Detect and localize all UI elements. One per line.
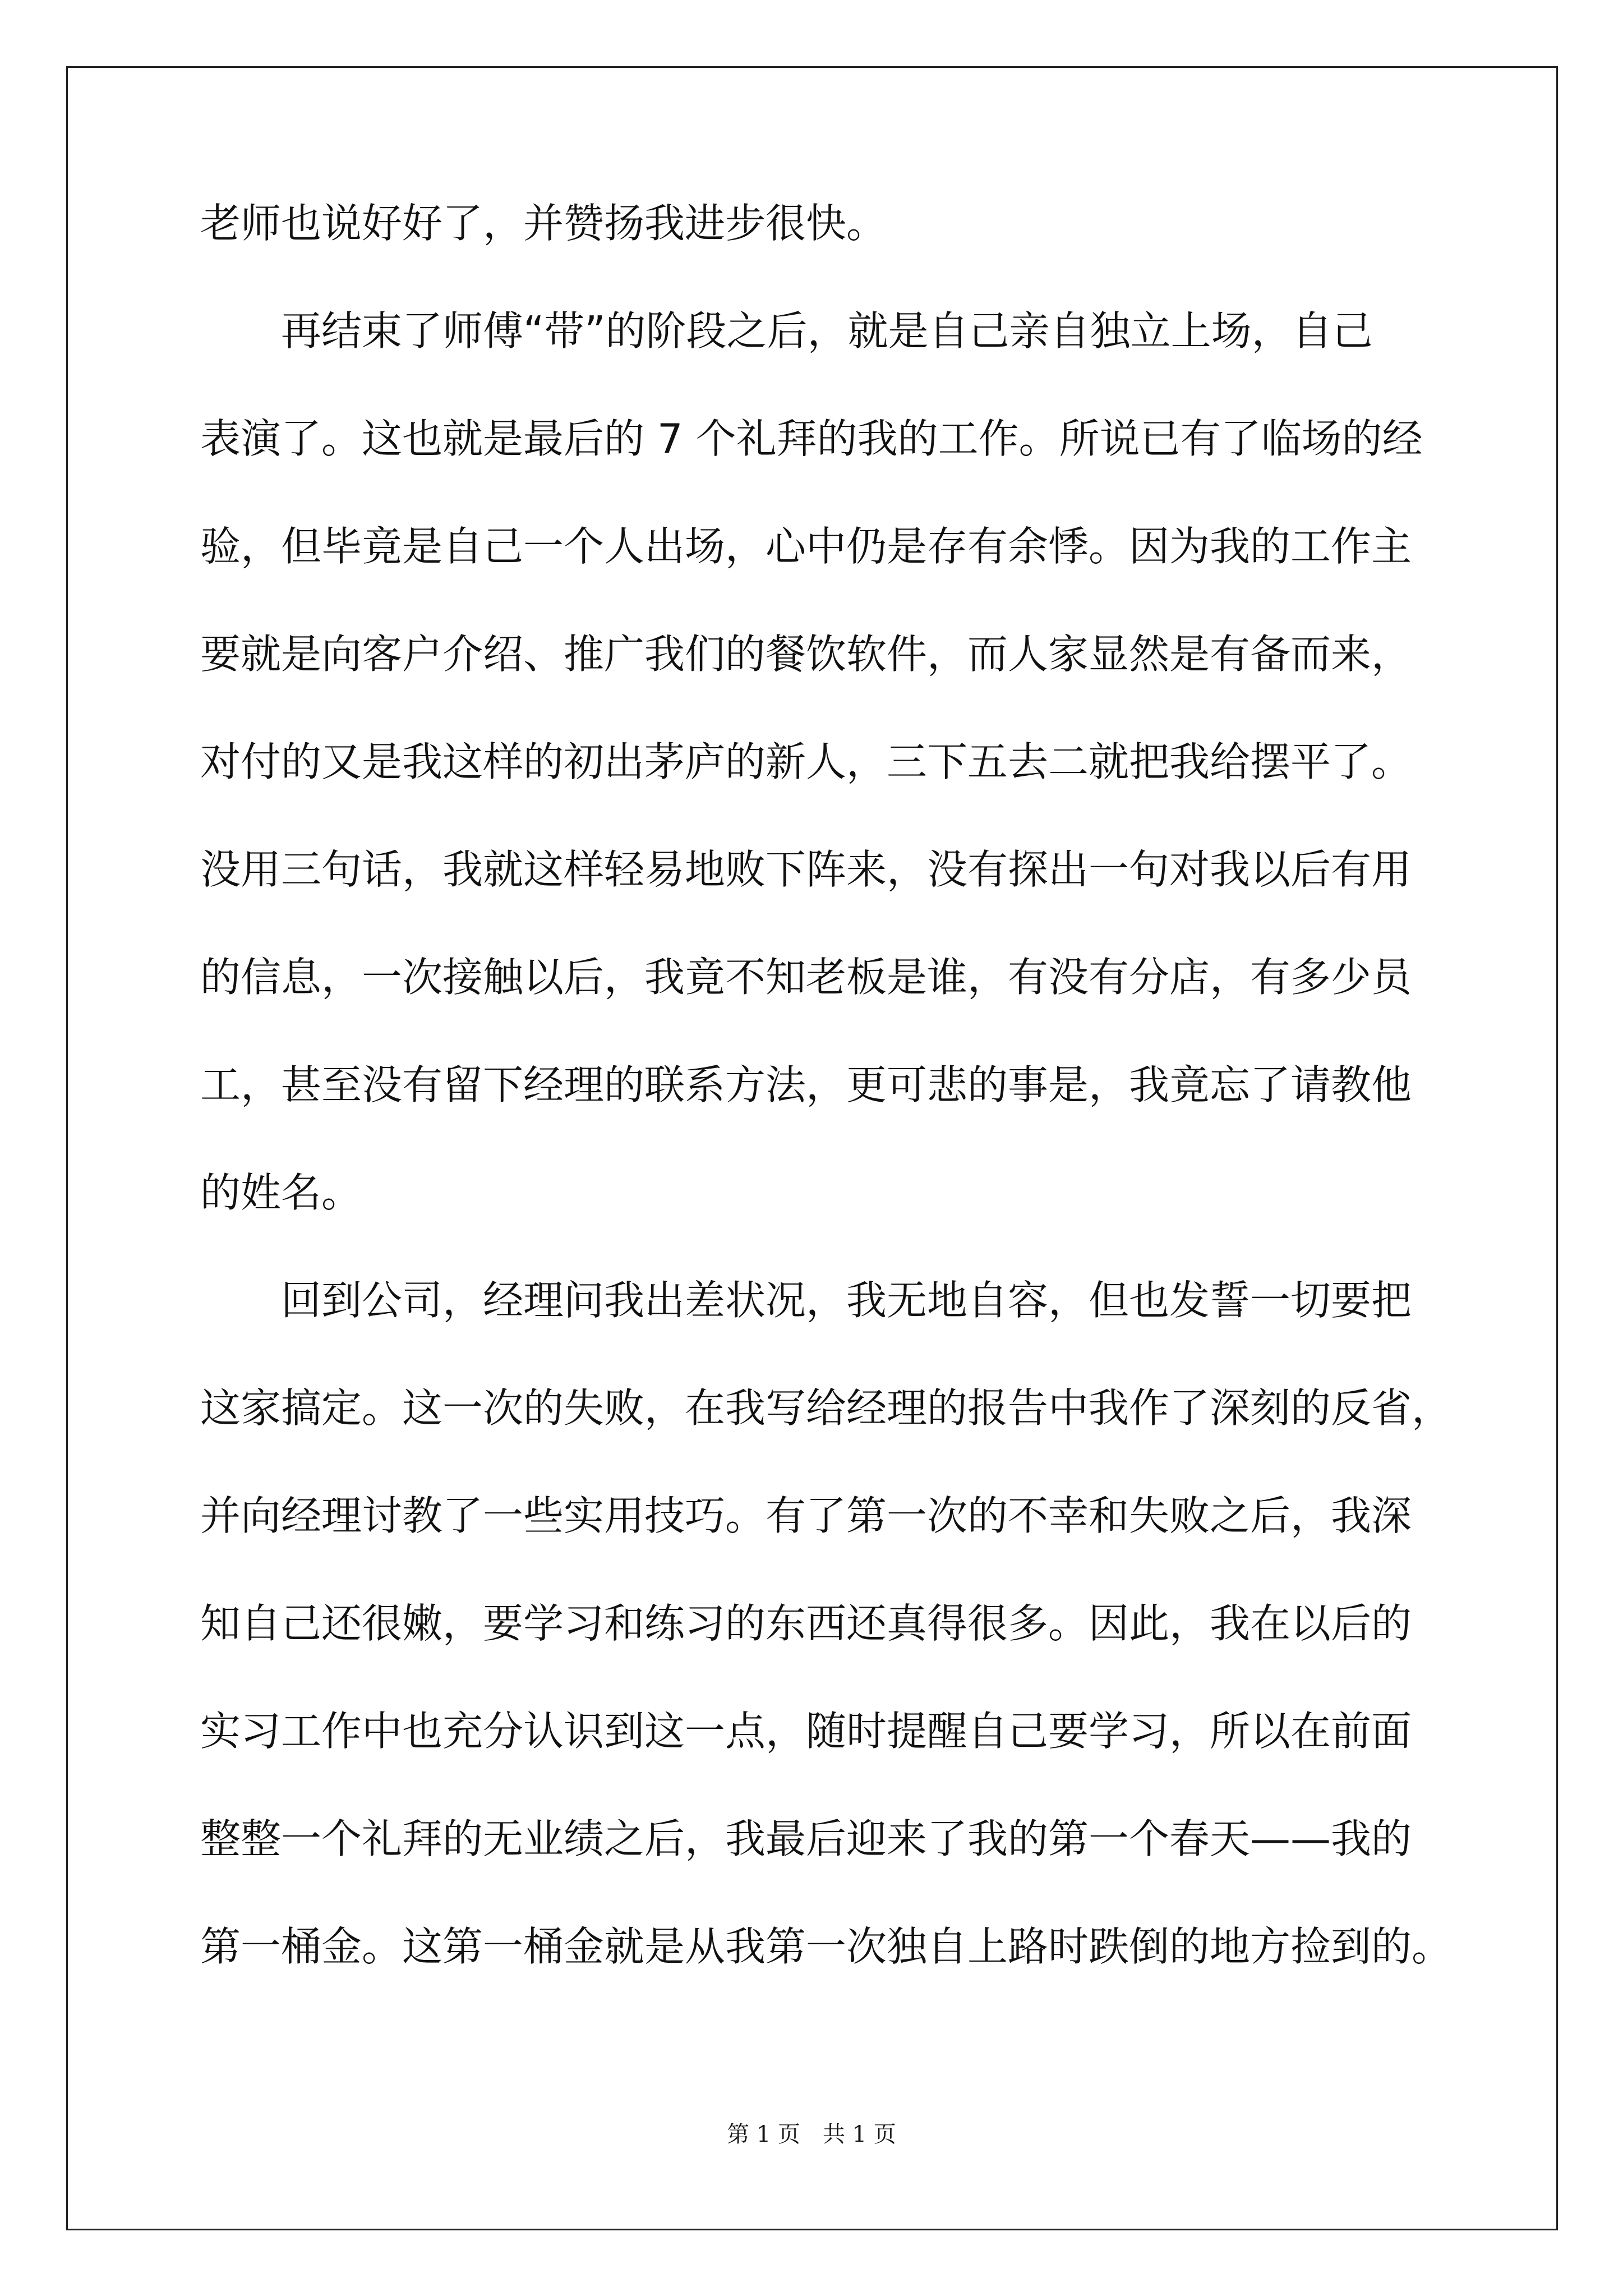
- text-line: 工，甚至没有留下经理的联系方法，更可悲的事是，我竟忘了请教他: [200, 1061, 1412, 1108]
- text-line: 的姓名。: [200, 1169, 362, 1216]
- page-number-footer: 第 1 页 共 1 页: [727, 2122, 896, 2147]
- text-line: 第一桶金。这第一桶金就是从我第一次独自上路时跌倒的地方捡到的。: [200, 1923, 1453, 1970]
- text-line: 老师也说好好了，并赞扬我进步很快。: [200, 200, 887, 247]
- text-line: 实习工作中也充分认识到这一点，随时提醒自己要学习，所以在前面: [200, 1708, 1412, 1755]
- text-line: 回到公司，经理问我出差状况，我无地自容，但也发誓一切要把: [200, 1277, 1412, 1324]
- text-line: 没用三句话，我就这样轻易地败下阵来，没有探出一句对我以后有用: [200, 846, 1412, 893]
- text-line: 对付的又是我这样的初出茅庐的新人，三下五去二就把我给摆平了。: [200, 738, 1412, 785]
- text-line: 的信息，一次接触以后，我竟不知老板是谁，有没有分店，有多少员: [200, 954, 1412, 1001]
- text-line: 验，但毕竟是自己一个人出场，心中仍是存有余悸。因为我的工作主: [200, 523, 1412, 570]
- text-line: 再结束了师傅“带”的阶段之后，就是自己亲自独立上场，自己: [200, 307, 1373, 355]
- text-line: 整整一个礼拜的无业绩之后，我最后迎来了我的第一个春天——我的: [200, 1815, 1412, 1862]
- text-line: 表演了。这也就是最后的 7 个礼拜的我的工作。所说已有了临场的经: [200, 415, 1423, 462]
- page-border: [66, 66, 1558, 2230]
- text-line: 要就是向客户介绍、推广我们的餐饮软件，而人家显然是有备而来，: [200, 631, 1412, 678]
- text-line: 这家搞定。这一次的失败，在我写给经理的报告中我作了深刻的反省，: [200, 1384, 1453, 1432]
- text-line: 并向经理讨教了一些实用技巧。有了第一次的不幸和失败之后，我深: [200, 1492, 1412, 1539]
- text-line: 知自己还很嫩，要学习和练习的东西还真得很多。因此，我在以后的: [200, 1600, 1412, 1647]
